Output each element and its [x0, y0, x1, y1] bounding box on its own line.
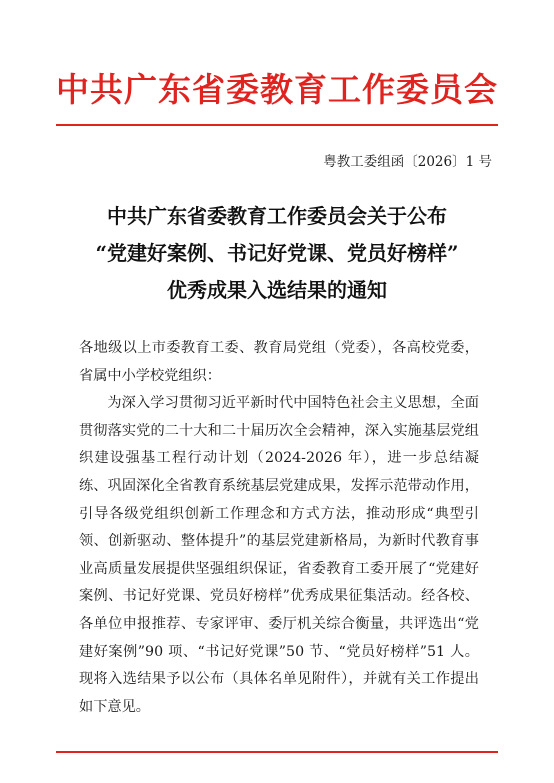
title-line-2: “党建好案例、书记好党课、党员好榜样” [95, 241, 459, 265]
document-title [0, 198, 554, 309]
footer-red-rule [56, 751, 498, 753]
document-body [79, 335, 479, 721]
document-number: 粤教工委组函〔2026〕1 号 [323, 154, 492, 170]
title-line-3: 优秀成果入选结果的通知 [167, 278, 387, 302]
salutation: 各地级以上市委教育工委、教育局党组（党委），各高校党委，省属中小学校党组织： [79, 340, 479, 384]
masthead-org-name: 中共广东省委教育工作委员会 [56, 70, 498, 109]
masthead-red-rule [56, 124, 498, 126]
body-paragraph-1: 为深入学习贯彻习近平新时代中国特色社会主义思想，全面贯彻落实党的二十大和二十届历次全会精神，深入实施基层党组织建设强基工程行动计划（2024-2026 年），进一步总结凝练、巩固深化全省教育系统基层党建成果，发挥示范带动作用，引导各级党组织创新工作理念和方式方法，推动形成“典型引领、创新驱动、整体提升”的基层党建新格局，为新时代教育事业高质量发展提供坚强组织保证，省委教育工委开展了“党建好案例、书记好党课、党员好榜样”优秀成果征集活动。经各校、各单位申报推荐、专家评审、委厅机关综合衡量，共评选出“党建好案例”90 项、“书记好党课”50 节、“党员好榜样”51 人。现将入选结果予以公布（具体名单见附件），并就有关工作提出如下意见。 [79, 395, 479, 715]
title-line-1: 中共广东省委教育工作委员会关于公布 [107, 204, 447, 228]
